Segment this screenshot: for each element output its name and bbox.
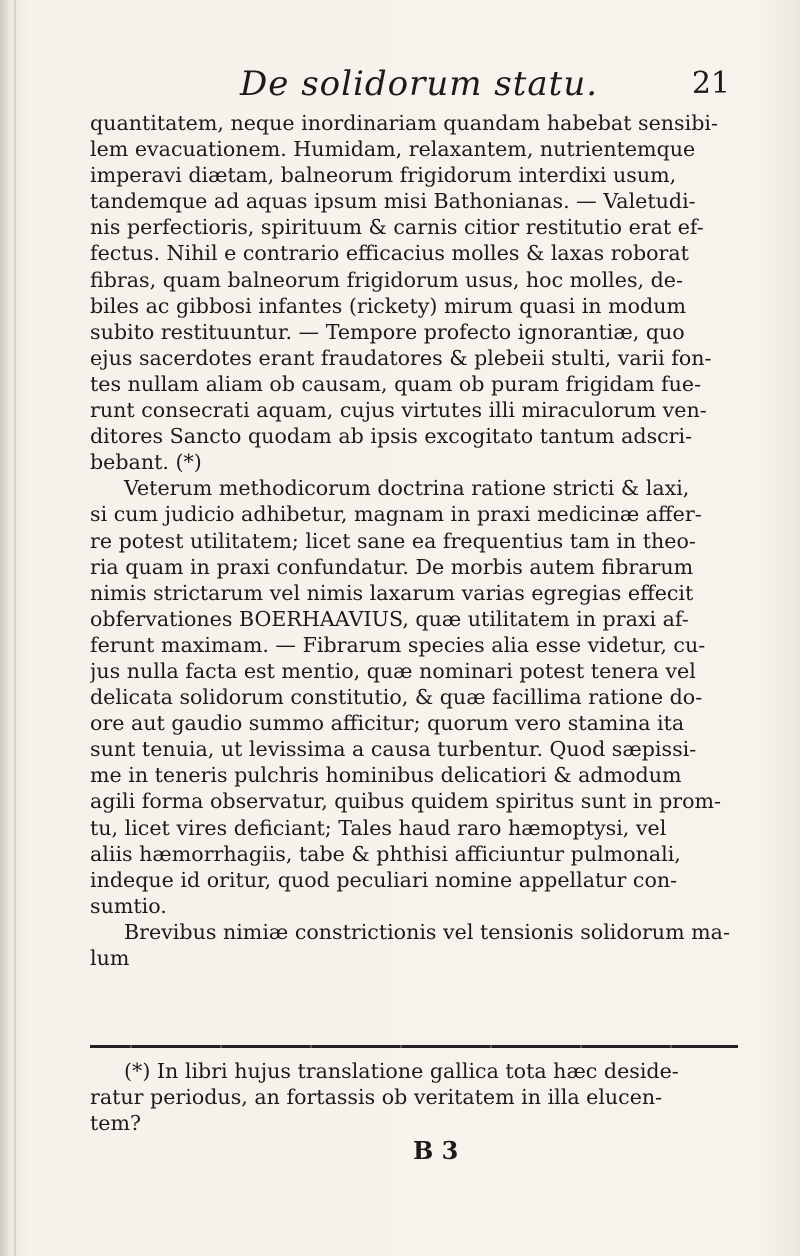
text-line: delicata solidorum constitutio, & quæ facillima ratione do-: [90, 685, 703, 710]
text-line: biles ac gibbosi infantes (rickety) mirum quasi in modum: [90, 293, 687, 318]
text-line: nis perfectioris, spirituum & carnis citior restitutio erat ef-: [90, 215, 704, 240]
text-line: lum: [90, 946, 130, 970]
text-line: ore aut gaudio summo afficitur; quorum vero stamina ita: [90, 711, 685, 736]
footnote-block: [90, 1058, 740, 1136]
text-line: quantitatem, neque inordinariam quandam habebat sensibi-: [90, 111, 718, 135]
text-line: ferunt maximam. — Fibrarum species alia esse videtur, cu-: [90, 632, 706, 657]
text-line: indeque id oritur, quod peculiari nomine appellatur con-: [90, 867, 678, 892]
text-line: obfervationes BOERHAAVIUS, quæ utilitatem in praxi af-: [90, 606, 689, 631]
running-title: De solidorum statu.: [240, 64, 599, 104]
binding-line: [14, 0, 16, 1256]
text-line: subito restituuntur. — Tempore profecto ignorantiæ, quo: [90, 319, 685, 344]
text-line: ditores Sancto quodam ab ipsis excogitato tantum adscri-: [90, 424, 693, 449]
text-line: fectus. Nihil e contrario efficacius molles & laxas roborat: [90, 241, 689, 266]
signature-mark: B 3: [413, 1136, 459, 1165]
text-line: re potest utilitatem; licet sane ea frequentius tam in theo-: [90, 528, 696, 553]
text-line: Brevibus nimiæ constrictionis vel tensionis solidorum ma-: [124, 919, 730, 944]
main-text-block: [90, 110, 740, 971]
text-line: ejus sacerdotes erant fraudatores & plebeii stulti, varii fon-: [90, 345, 712, 370]
text-line: ria quam in praxi confundatur. De morbis autem fibrarum: [90, 554, 694, 579]
text-line: (*) In libri hujus translatione gallica tota hæc deside-: [124, 1059, 679, 1083]
footnote-rule: [90, 1045, 738, 1048]
text-line: fibras, quam balneorum frigidorum usus, hoc molles, de-: [90, 267, 683, 292]
text-line: tu, licet vires deficiant; Tales haud raro hæmoptysi, vel: [90, 815, 667, 840]
text-line: tandemque ad aquas ipsum misi Bathonianas. — Valetudi-: [90, 189, 696, 214]
text-line: aliis hæmorrhagiis, tabe & phthisi afficiuntur pulmonali,: [90, 841, 681, 866]
text-line: agili forma observatur, quibus quidem spiritus sunt in prom-: [90, 789, 722, 814]
text-line: lem evacuationem. Humidam, relaxantem, nutrientemque: [90, 137, 696, 162]
text-line: bebant. (*): [90, 450, 202, 475]
text-line: imperavi diætam, balneorum frigidorum interdixi usum,: [90, 163, 677, 188]
text-line: sunt tenuia, ut levissima a causa turbentur. Quod sæpissi-: [90, 737, 697, 762]
text-line: nimis strictarum vel nimis laxarum varias egregias effecit: [90, 580, 694, 605]
text-line: runt consecrati aquam, cujus virtutes illi miraculorum ven-: [90, 398, 707, 423]
text-line: ratur periodus, an fortassis ob veritatem in illa elucen-: [90, 1085, 663, 1110]
text-line: sumtio.: [90, 893, 167, 918]
page-edge-shadow: [0, 0, 10, 1256]
page-header: [90, 64, 730, 104]
page-number: 21: [691, 66, 730, 101]
text-line: Veterum methodicorum doctrina ratione stricti & laxi,: [124, 476, 690, 501]
text-line: tes nullam aliam ob causam, quam ob puram frigidam fue-: [90, 371, 702, 396]
text-line: si cum judicio adhibetur, magnam in praxi medicinæ affer-: [90, 502, 702, 527]
text-line: jus nulla facta est mentio, quæ nominari potest tenera vel: [90, 658, 696, 683]
text-line: me in teneris pulchris hominibus delicatiori & admodum: [90, 763, 682, 788]
text-line: tem?: [90, 1111, 142, 1136]
